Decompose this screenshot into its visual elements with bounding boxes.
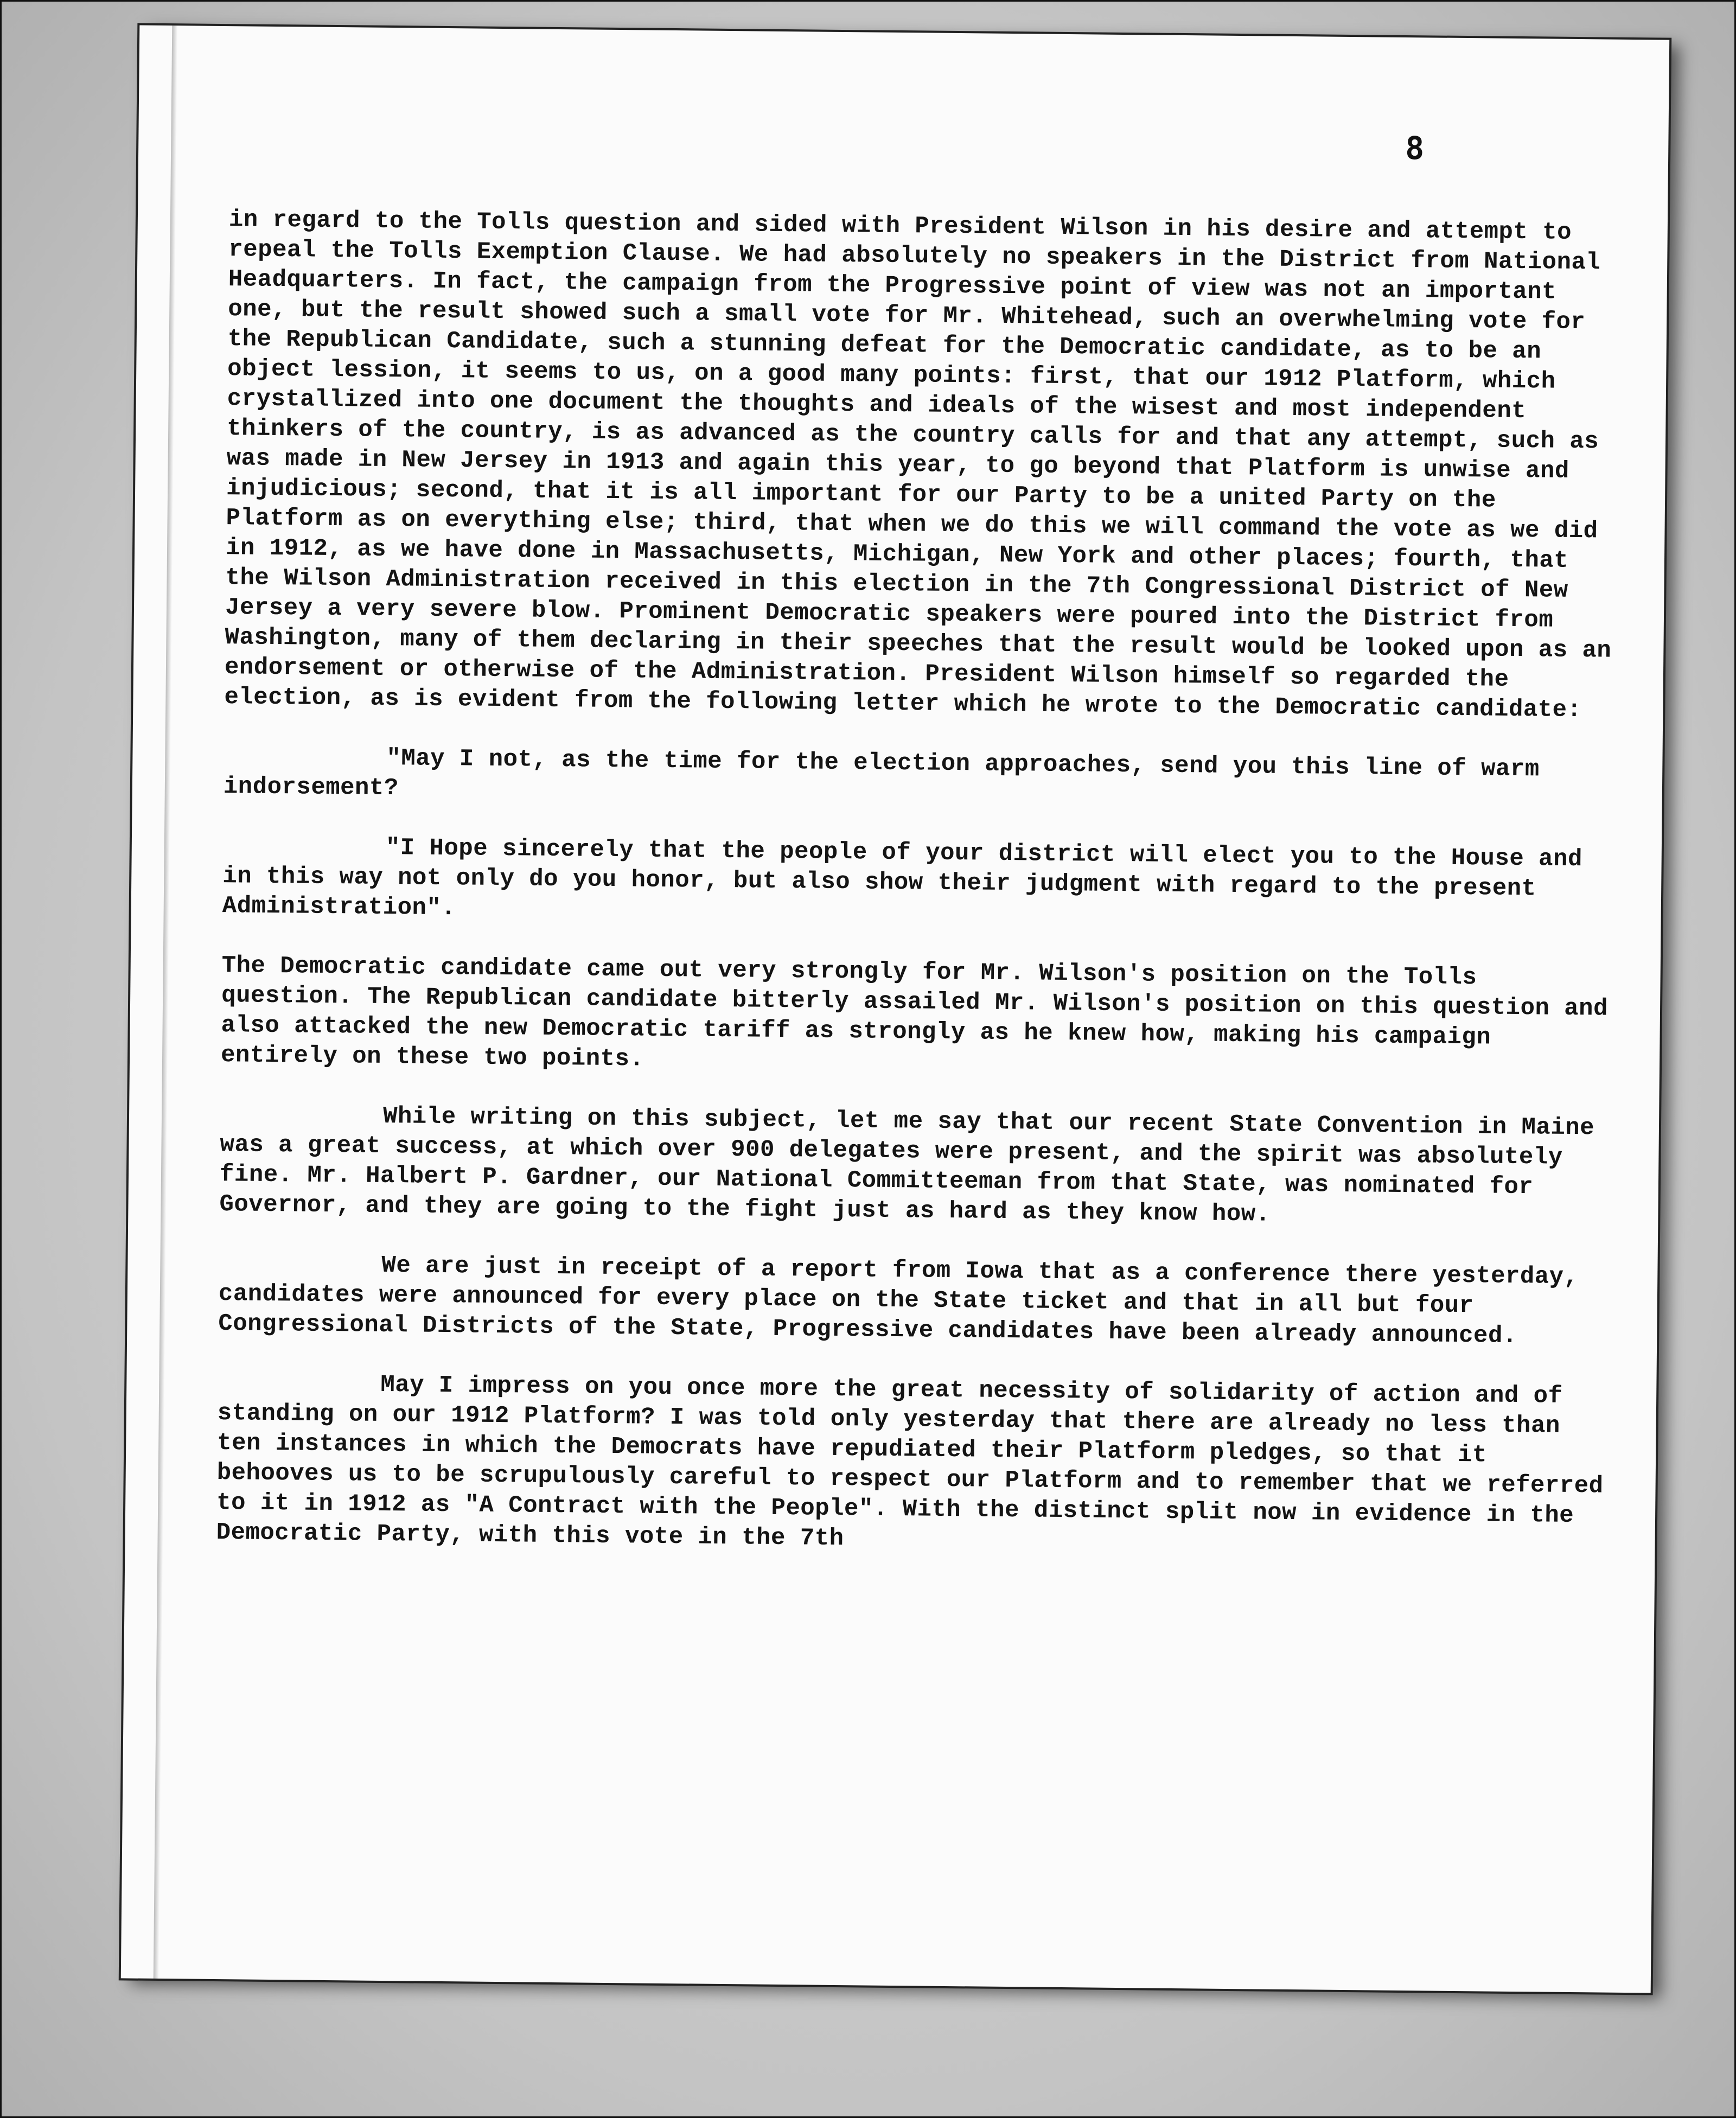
paragraph-iowa-report (218, 1249, 1607, 1353)
paragraph-tolls-campaign (224, 205, 1626, 726)
paragraph-text: May I impress on you once more the great necessity of solidarity of action and of standing on our 1912 Platform? I was told only yesterday that there are already no less than ten instances in which the Democrats have repudiated their Platform pledges, so that it behooves us to be scrupulously careful to respect our Platform and to remember that we referred to it in 1912 as "A Contract with the People". With the distinct split now in evidence in the Democratic Party, with this vote in the 7th (216, 1371, 1618, 1553)
paragraph-candidates-positions (220, 951, 1623, 1084)
paragraph-letter-quote-1 (224, 742, 1613, 815)
typewritten-letter-page (121, 25, 1669, 1993)
paragraph-indent (220, 1121, 383, 1122)
page-number: 8 (1405, 129, 1425, 167)
paragraph-text: While writing on this subject, let me say that our recent State Convention in Maine was a great success, at which over 900 delegates were present, and the spirit was absolutely fine. Mr. Halbert P. Gardner, our National Committeeman from that State, was nominated for Governor, and they are going to the fight just as hard as they know how. (219, 1102, 1610, 1228)
paragraph-text: "I Hope sincerely that the people of your district will elect you to the House and in this way not only do you honor, but also show their judgment with regard to the present Administration". (222, 834, 1598, 922)
paragraph-indent (224, 763, 386, 764)
paragraph-text: in regard to the Tolls question and sided with President Wilson in his desire and attempt to repeal the Tolls Exemption Clause. We had absolutely no speakers in the District from National Headquarters. In fact, the campaign from the Progressive point of view was not an important one, but the result showed such a small vote for Mr. Whitehead, such an overwhelming vote for the Republican Candidate, such a stunning defeat for the Democratic candidate, as to be an object lession, it seems to us, on a good many points: first, that our 1912 Platform, which crystallized into one document the thoughts and ideals of the wisest and most independent thinkers of the country, is as advanced as the country calls for and that any attempt, such as was made in New Jersey in 1913 and again this year, to go beyond that Platform is unwise and injudicious; second, that it is all important for our Party to be a united Party on the Platform as on everything else; third, that when we do this we will command the vote as we did in 1912, as we have done in Massachusetts, Michigan, New York and other places; fourth, that the Wilson Administration received in this election in the 7th Congressional District of New Jersey a very severe blow. Prominent Democratic speakers were poured into the District from Washington, many of them declaring in their speeches that the result would be looked upon as an endorsement or otherwise of the Administration. President Wilson himself so regarded the election, as is evident from the following letter which he wrote to the Democratic candidate: (224, 206, 1626, 724)
page-left-edge-shadow (154, 25, 178, 1979)
paragraph-indent (219, 1270, 381, 1272)
paragraph-indent (223, 852, 386, 854)
paragraph-text: The Democratic candidate came out very strongly for Mr. Wilson's position on the Tolls question. The Republican candidate bitterly assailed Mr. Wilson's position on this question and also attacked the new Democratic tariff as strongly as he knew how, making his campaign entirely on these two points. (220, 952, 1623, 1073)
paragraph-text: "May I not, as the time for the election approaches, send you this line of warm indorsement? (223, 744, 1554, 802)
paragraph-maine-convention (219, 1100, 1609, 1233)
paragraph-text: We are just in receipt of a report from Iowa that as a conference there yesterday, candidates were announced for every place on the State ticket and that in all but four Congressional Districts of the State, Progressive candidates have been already announced. (218, 1252, 1593, 1350)
paragraph-indent (218, 1389, 380, 1391)
letter-body (216, 205, 1626, 1591)
paragraph-solidarity-platform (216, 1369, 1618, 1561)
paragraph-letter-quote-2 (222, 832, 1611, 935)
